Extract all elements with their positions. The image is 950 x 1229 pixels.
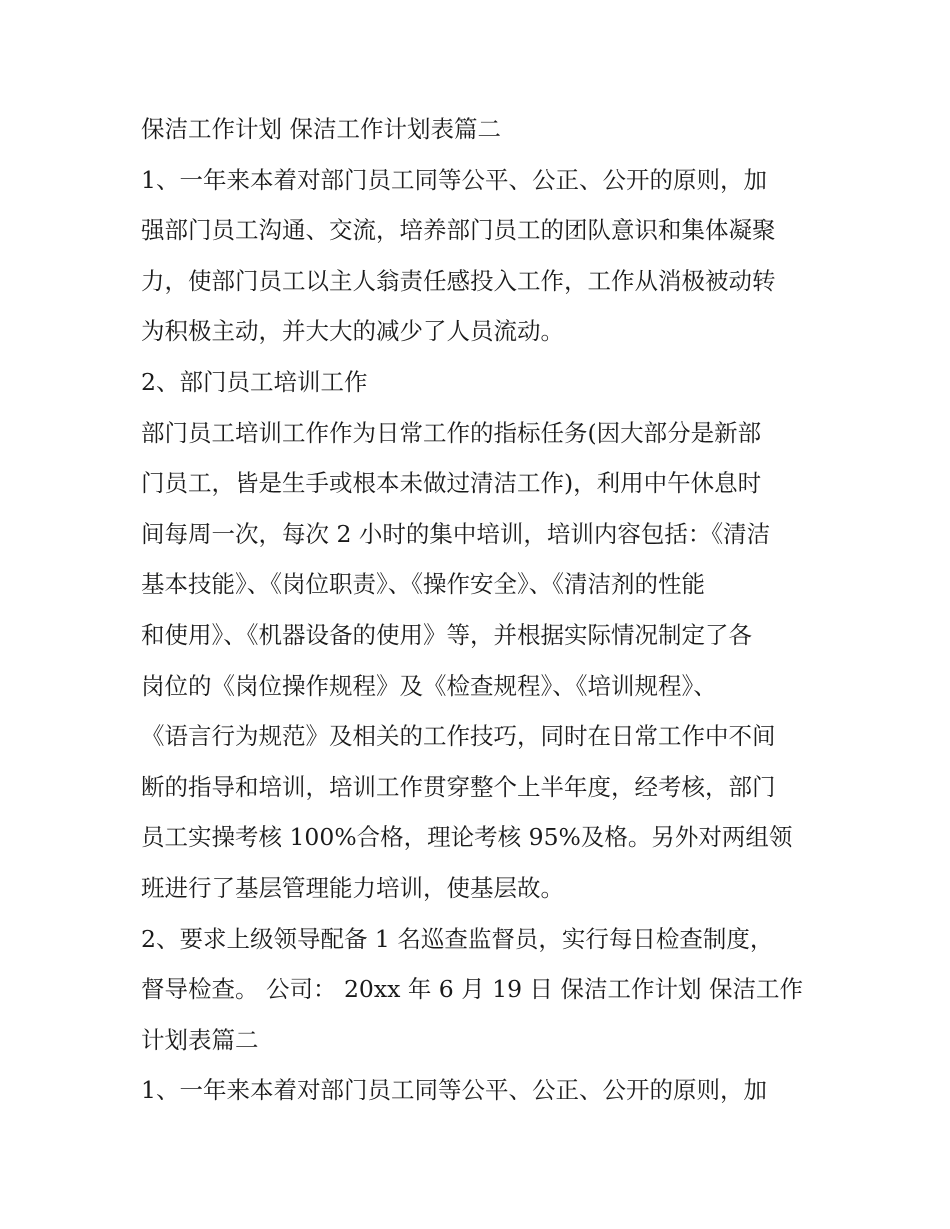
text-line: 门员工，皆是生手或根本未做过清洁工作)，利用中午休息时 [141, 469, 762, 498]
text-line: 督导检查。 公司： 20xx 年 6 月 19 日 保洁工作计划 保洁工作 [141, 975, 803, 1004]
text-line: 岗位的《岗位操作规程》及《检查规程》、《培训规程》、 [141, 671, 717, 700]
text-line: 基本技能》、《岗位职责》、《操作安全》、《清洁剂的性能 [141, 570, 705, 599]
text-line: 2、要求上级领导配备 1 名巡查监督员，实行每日检查制度， [141, 924, 774, 953]
text-line: 和使用》、《机器设备的使用》等，并根据实际情况制定了各 [141, 620, 752, 649]
text-line: 《语言行为规范》及相关的工作技巧，同时在日常工作中不间 [141, 722, 776, 751]
text-line: 为积极主动，并大大的减少了人员流动。 [141, 317, 564, 346]
text-line: 部门员工培训工作作为日常工作的指标任务(因大部分是新部 [141, 418, 762, 447]
text-line: 1、一年来本着对部门员工同等公平、公正、公开的原则，加 [141, 1076, 767, 1105]
text-line: 强部门员工沟通、交流，培养部门员工的团队意识和集体凝聚 [141, 216, 776, 245]
heading-line: 保洁工作计划 保洁工作计划表篇二 [141, 115, 501, 143]
text-line: 员工实操考核 100%合格，理论考核 95%及格。另外对两组领 [141, 823, 793, 852]
text-line: 2、部门员工培训工作 [141, 367, 368, 396]
text-line: 1、一年来本着对部门员工同等公平、公正、公开的原则，加 [141, 165, 767, 194]
document-body [141, 104, 817, 1116]
text-line: 班进行了基层管理能力培训，使基层故。 [141, 873, 564, 902]
text-line: 断的指导和培训，培训工作贯穿整个上半年度，经考核，部门 [141, 772, 776, 801]
text-line: 力，使部门员工以主人翁责任感投入工作，工作从消极被动转 [141, 266, 776, 295]
text-line: 计划表篇二 [141, 1025, 259, 1054]
text-line: 间每周一次，每次 2 小时的集中培训，培训内容包括：《清洁 [141, 519, 771, 548]
